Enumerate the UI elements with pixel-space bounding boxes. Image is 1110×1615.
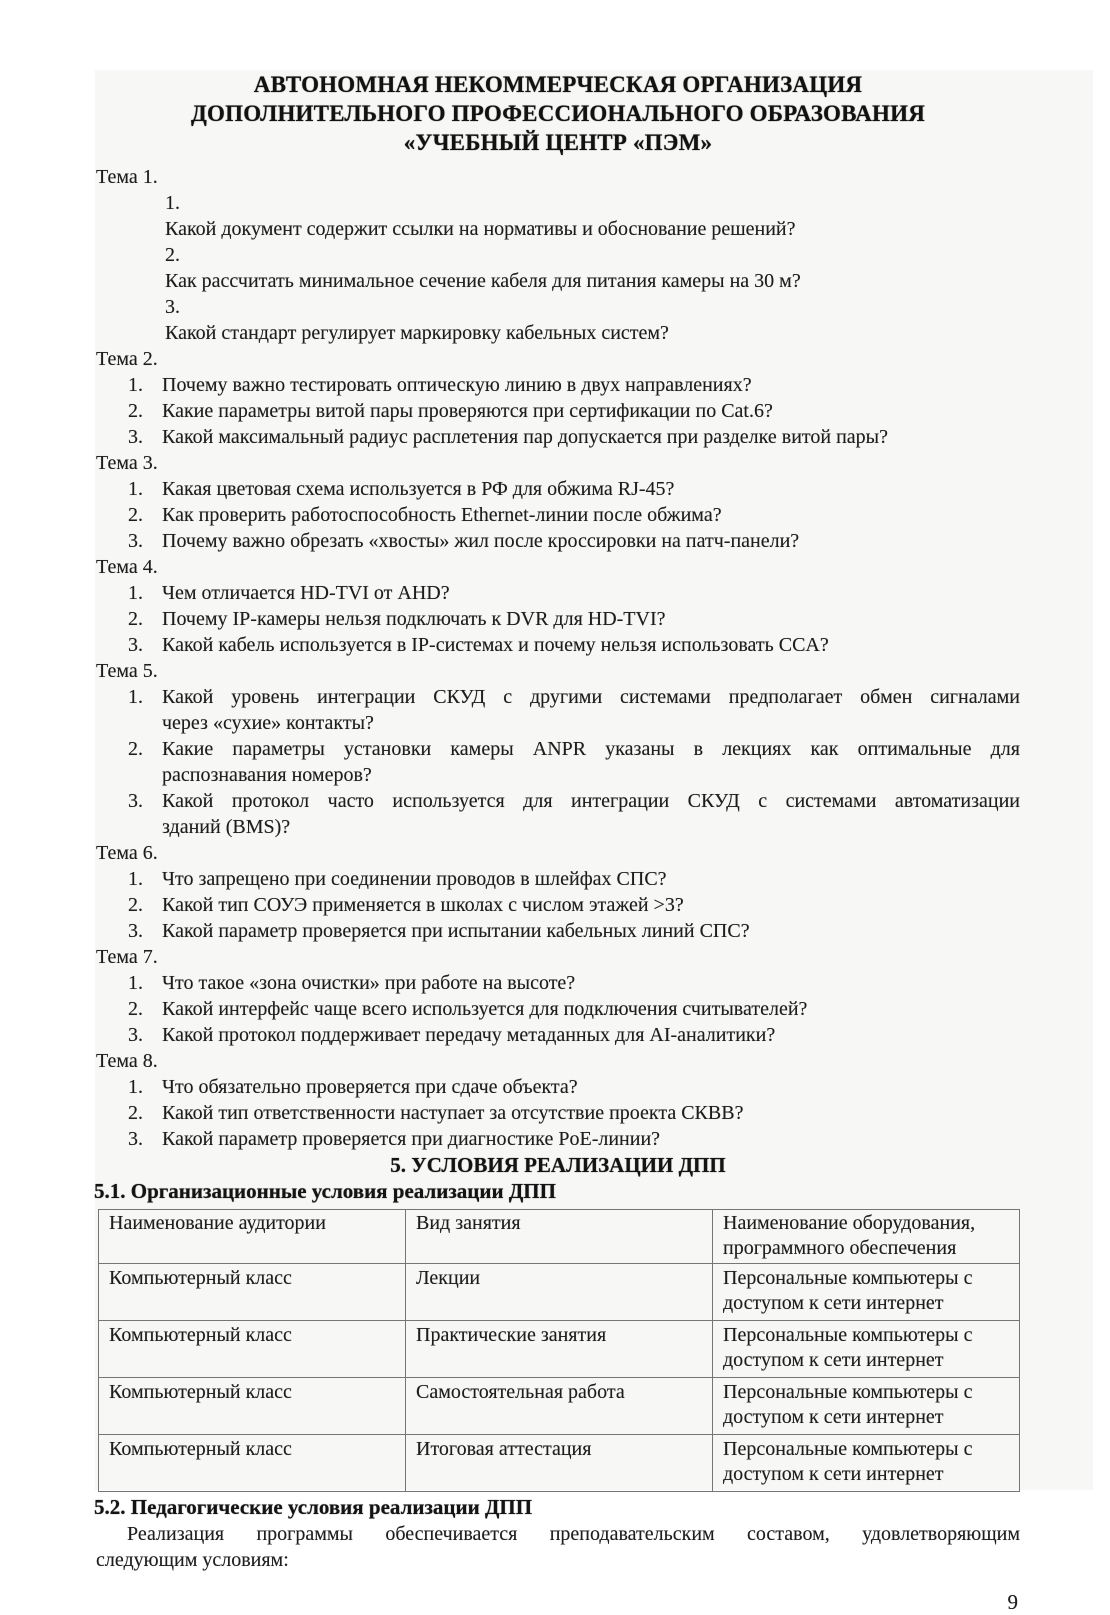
item-number: 2. bbox=[165, 244, 180, 266]
item-text bbox=[162, 1126, 1020, 1152]
classroom-equipment-table bbox=[98, 1209, 1020, 1492]
item-number: 2. bbox=[128, 1102, 143, 1124]
item-line: Почему IP-камеры нельзя подключать к DVR для HD-TVI? bbox=[162, 608, 666, 630]
table-cell: Самостоятельная работа bbox=[406, 1378, 713, 1435]
table-cell: Персональные компьютеры с доступом к сети интернет bbox=[713, 1264, 1020, 1321]
theme-label: Тема 7. bbox=[96, 946, 158, 968]
table-cell: Персональные компьютеры с доступом к сети интернет bbox=[713, 1435, 1020, 1492]
question-item bbox=[96, 242, 1020, 294]
item-number: 2. bbox=[128, 998, 143, 1020]
organization-header-line: «УЧЕБНЫЙ ЦЕНТР «ПЭМ» bbox=[403, 130, 713, 155]
paragraph-line: Реализация программы обеспечивается преподавательским составом, удовлетворяющим bbox=[127, 1523, 1020, 1545]
item-number: 3. bbox=[128, 1024, 143, 1046]
table-cell: Компьютерный класс bbox=[99, 1321, 406, 1378]
theme-block bbox=[96, 554, 1020, 658]
item-text bbox=[165, 320, 1020, 346]
question-item bbox=[96, 918, 1020, 944]
organization-header-line: ДОПОЛНИТЕЛЬНОГО ПРОФЕССИОНАЛЬНОГО ОБРАЗОВАНИЯ bbox=[190, 101, 926, 126]
paragraph bbox=[96, 1521, 1020, 1573]
item-line: через «сухие» контакты? bbox=[162, 712, 374, 734]
table-row bbox=[99, 1264, 1020, 1321]
item-line: зданий (BMS)? bbox=[162, 816, 291, 838]
question-item bbox=[96, 632, 1020, 658]
item-text bbox=[162, 1100, 1020, 1126]
item-line: Как рассчитать минимальное сечение кабеля для питания камеры на 30 м? bbox=[165, 270, 801, 292]
organization-header-line: АВТОНОМНАЯ НЕКОММЕРЧЕСКАЯ ОРГАНИЗАЦИЯ bbox=[253, 72, 863, 97]
item-text bbox=[162, 892, 1020, 918]
item-number: 3. bbox=[128, 1128, 143, 1150]
question-item bbox=[96, 424, 1020, 450]
table-cell: Итоговая аттестация bbox=[406, 1435, 713, 1492]
theme-label: Тема 5. bbox=[96, 660, 158, 682]
item-number: 2. bbox=[128, 894, 143, 916]
subsection-heading-5-1: 5.1. Организационные условия реализации ДПП bbox=[94, 1179, 556, 1203]
item-line: Какие параметры витой пары проверяются при сертификации по Cat.6? bbox=[162, 400, 773, 422]
question-item bbox=[96, 476, 1020, 502]
table-head bbox=[99, 1210, 1020, 1264]
item-text bbox=[162, 1074, 1020, 1100]
item-line: Какой параметр проверяется при диагностике PoE-линии? bbox=[162, 1128, 661, 1150]
item-line: Какой максимальный радиус расплетения пар допускается при разделке витой пары? bbox=[162, 426, 888, 448]
question-item bbox=[96, 736, 1020, 788]
item-line: Какой уровень интеграции СКУД с другими системами предполагает обмен сигналами bbox=[162, 686, 1020, 708]
item-number: 1. bbox=[128, 868, 143, 890]
item-text bbox=[162, 866, 1020, 892]
table-cell: Компьютерный класс bbox=[99, 1378, 406, 1435]
item-number: 3. bbox=[128, 920, 143, 942]
item-line: Какой протокол поддерживает передачу метаданных для AI-аналитики? bbox=[162, 1024, 776, 1046]
question-item bbox=[96, 502, 1020, 528]
item-line: Какая цветовая схема используется в РФ для обжима RJ-45? bbox=[162, 478, 675, 500]
item-text bbox=[162, 502, 1020, 528]
question-item bbox=[96, 294, 1020, 346]
item-number: 1. bbox=[165, 192, 180, 214]
item-text bbox=[162, 736, 1020, 788]
theme-block bbox=[96, 1048, 1020, 1152]
theme-block bbox=[96, 840, 1020, 944]
item-number: 3. bbox=[128, 530, 143, 552]
table-row bbox=[99, 1435, 1020, 1492]
item-number: 2. bbox=[128, 738, 143, 760]
page-number: 9 bbox=[1007, 1590, 1018, 1614]
item-line: Что такое «зона очистки» при работе на высоте? bbox=[162, 972, 576, 994]
item-text bbox=[162, 632, 1020, 658]
table-row bbox=[99, 1321, 1020, 1378]
themes bbox=[96, 164, 1020, 1152]
section-heading: 5. УСЛОВИЯ РЕАЛИЗАЦИИ ДПП bbox=[390, 1153, 726, 1177]
item-text bbox=[162, 970, 1020, 996]
item-text bbox=[162, 1022, 1020, 1048]
item-number: 1. bbox=[128, 686, 143, 708]
question-item bbox=[96, 788, 1020, 840]
item-number: 1. bbox=[128, 478, 143, 500]
theme-label: Тема 8. bbox=[96, 1050, 158, 1072]
theme-block bbox=[96, 164, 1020, 346]
document-content bbox=[96, 70, 1020, 1615]
table-cell: Компьютерный класс bbox=[99, 1264, 406, 1321]
item-line: Что обязательно проверяется при сдаче объекта? bbox=[162, 1076, 578, 1098]
item-number: 2. bbox=[128, 608, 143, 630]
item-number: 2. bbox=[128, 504, 143, 526]
item-number: 1. bbox=[128, 1076, 143, 1098]
item-text bbox=[162, 476, 1020, 502]
table-cell: Персональные компьютеры с доступом к сети интернет bbox=[713, 1378, 1020, 1435]
question-item bbox=[96, 528, 1020, 554]
item-line: Что запрещено при соединении проводов в шлейфах СПС? bbox=[162, 868, 667, 890]
item-line: Какой документ содержит ссылки на нормативы и обоснование решений? bbox=[165, 218, 796, 240]
item-line: Какой параметр проверяется при испытании кабельных линий СПС? bbox=[162, 920, 750, 942]
table-cell: Практические занятия bbox=[406, 1321, 713, 1378]
question-item bbox=[96, 580, 1020, 606]
item-line: Чем отличается HD-TVI от AHD? bbox=[162, 582, 450, 604]
table-header-row bbox=[99, 1210, 1020, 1264]
item-line: Какой тип ответственности наступает за отсутствие проекта СКВВ? bbox=[162, 1102, 744, 1124]
table-row bbox=[99, 1378, 1020, 1435]
theme-label: Тема 6. bbox=[96, 842, 158, 864]
theme-block bbox=[96, 658, 1020, 840]
question-item bbox=[96, 1100, 1020, 1126]
item-line: Какой протокол часто используется для интеграции СКУД с системами автоматизации bbox=[162, 790, 1020, 812]
question-item bbox=[96, 1074, 1020, 1100]
item-text bbox=[165, 216, 1020, 242]
item-line: Почему важно тестировать оптическую линию в двух направлениях? bbox=[162, 374, 752, 396]
table-header-cell: Вид занятия bbox=[406, 1210, 713, 1264]
item-number: 1. bbox=[128, 972, 143, 994]
theme-label: Тема 1. bbox=[96, 166, 158, 188]
question-item bbox=[96, 398, 1020, 424]
item-text bbox=[165, 268, 1020, 294]
question-item bbox=[96, 866, 1020, 892]
item-text bbox=[162, 684, 1020, 736]
theme-block bbox=[96, 450, 1020, 554]
table-body bbox=[99, 1264, 1020, 1492]
theme-label: Тема 2. bbox=[96, 348, 158, 370]
table-header-cell: Наименование оборудования, программного обеспечения bbox=[713, 1210, 1020, 1264]
theme-block bbox=[96, 346, 1020, 450]
item-line: Как проверить работоспособность Ethernet-линии после обжима? bbox=[162, 504, 722, 526]
item-text bbox=[162, 788, 1020, 840]
item-number: 2. bbox=[128, 400, 143, 422]
theme-block bbox=[96, 944, 1020, 1048]
item-text bbox=[162, 996, 1020, 1022]
table-cell: Персональные компьютеры с доступом к сети интернет bbox=[713, 1321, 1020, 1378]
item-text bbox=[162, 528, 1020, 554]
item-line: Какой стандарт регулирует маркировку кабельных систем? bbox=[165, 322, 669, 344]
question-item bbox=[96, 1022, 1020, 1048]
theme-label: Тема 4. bbox=[96, 556, 158, 578]
item-number: 3. bbox=[128, 634, 143, 656]
table-cell: Лекции bbox=[406, 1264, 713, 1321]
question-item bbox=[96, 190, 1020, 242]
question-item bbox=[96, 1126, 1020, 1152]
item-line: Какой интерфейс чаще всего используется для подключения считывателей? bbox=[162, 998, 808, 1020]
item-number: 1. bbox=[128, 374, 143, 396]
item-text bbox=[162, 424, 1020, 450]
item-line: Какой кабель используется в IP-системах и почему нельзя использовать CCA? bbox=[162, 634, 829, 656]
question-item bbox=[96, 684, 1020, 736]
item-text bbox=[162, 372, 1020, 398]
item-number: 3. bbox=[165, 296, 180, 318]
subsection-heading-5-2: 5.2. Педагогические условия реализации ДПП bbox=[94, 1495, 533, 1519]
item-line: распознавания номеров? bbox=[162, 764, 372, 786]
item-text bbox=[162, 918, 1020, 944]
question-item bbox=[96, 996, 1020, 1022]
paragraph-line: следующим условиям: bbox=[96, 1549, 289, 1571]
item-number: 3. bbox=[128, 790, 143, 812]
item-number: 3. bbox=[128, 426, 143, 448]
item-text bbox=[162, 398, 1020, 424]
question-item bbox=[96, 892, 1020, 918]
question-item bbox=[96, 372, 1020, 398]
theme-label: Тема 3. bbox=[96, 452, 158, 474]
item-text bbox=[162, 580, 1020, 606]
item-line: Какие параметры установки камеры ANPR указаны в лекциях как оптимальные для bbox=[162, 738, 1020, 760]
item-line: Почему важно обрезать «хвосты» жил после кроссировки на патч-панели? bbox=[162, 530, 800, 552]
item-number: 1. bbox=[128, 582, 143, 604]
item-line: Какой тип СОУЭ применяется в школах с числом этажей >3? bbox=[162, 894, 684, 916]
question-item bbox=[96, 606, 1020, 632]
item-text bbox=[162, 606, 1020, 632]
table-cell: Компьютерный класс bbox=[99, 1435, 406, 1492]
organization-header bbox=[96, 70, 1020, 157]
question-item bbox=[96, 970, 1020, 996]
table-header-cell: Наименование аудитории bbox=[99, 1210, 406, 1264]
